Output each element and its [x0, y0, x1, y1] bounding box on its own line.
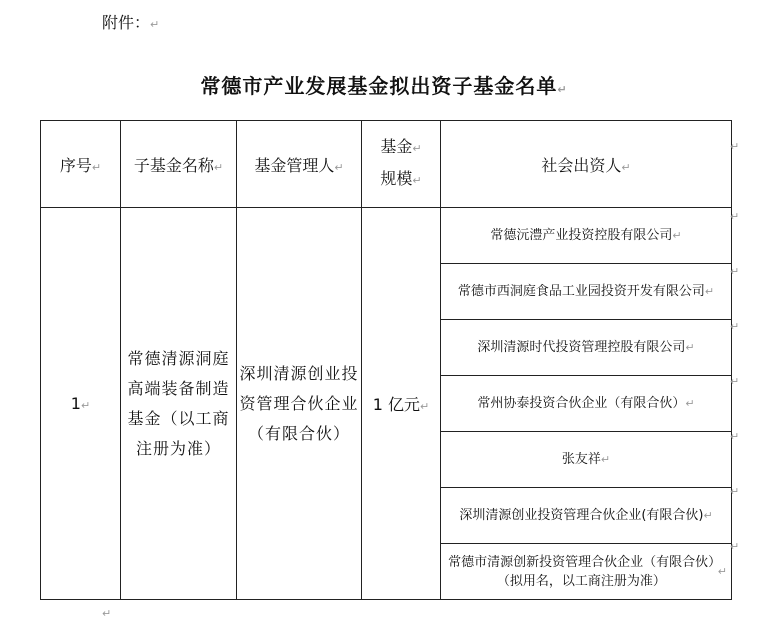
row-end-mark: ↵ — [730, 140, 740, 153]
paragraph-mark: ↵ — [717, 565, 727, 578]
column-header-scale: 基金↵ 规模↵ — [362, 121, 441, 208]
paragraph-mark: ↵ — [150, 18, 160, 31]
paragraph-mark: ↵ — [557, 83, 568, 96]
paragraph-mark: ↵ — [704, 285, 715, 298]
paragraph-mark: ↵ — [685, 341, 695, 354]
paragraph-mark: ↵ — [621, 160, 631, 174]
cell-scale: 1 亿元↵ — [362, 208, 441, 600]
list-item: 常州协泰投资合伙企业（有限合伙） ↵ — [441, 376, 731, 432]
paragraph-mark: ↵ — [685, 397, 695, 410]
row-end-mark: ↵ — [730, 210, 740, 223]
paragraph-mark: ↵ — [213, 160, 224, 174]
paragraph-mark: ↵ — [80, 399, 91, 412]
column-header-investors: 社会出资人↵ — [441, 121, 732, 208]
title-text: 常德市产业发展基金拟出资子基金名单 — [200, 74, 558, 98]
paragraph-mark: ↵ — [412, 174, 422, 187]
paragraph-mark: ↵ — [703, 509, 713, 522]
paragraph-mark: ↵ — [412, 142, 422, 155]
cell-investors — [441, 208, 732, 600]
paragraph-mark: ↵ — [91, 160, 102, 174]
paragraph-mark: ↵ — [600, 453, 611, 466]
row-end-mark: ↵ — [730, 375, 740, 388]
list-item: 常德市西洞庭食品工业园投资开发有限公司 ↵ — [441, 264, 731, 320]
row-end-mark: ↵ — [730, 320, 740, 333]
list-item: 常德沅澧产业投资控股有限公司 ↵ — [441, 208, 731, 264]
investor-list — [441, 208, 731, 599]
cell-seq: 1↵ — [41, 208, 121, 600]
paragraph-mark: ↵ — [102, 607, 112, 620]
column-header-manager: 基金管理人↵ — [237, 121, 362, 208]
row-end-mark: ↵ — [730, 540, 740, 553]
page-title — [0, 70, 768, 99]
cell-manager: 深圳清源创业投资管理合伙企业（有限合伙） — [237, 208, 362, 600]
list-item: 张友祥 ↵ — [441, 432, 731, 488]
paragraph-mark: ↵ — [672, 229, 682, 242]
attachment-label — [102, 10, 159, 33]
paragraph-mark: ↵ — [334, 160, 344, 174]
row-end-mark: ↵ — [730, 485, 740, 498]
fund-table — [40, 120, 732, 600]
row-end-mark: ↵ — [730, 265, 740, 278]
list-item: 深圳清源创业投资管理合伙企业(有限合伙) ↵ — [441, 488, 731, 544]
list-item: 常德市清源创新投资管理合伙企业（有限合伙）（拟用名，以工商注册为准） ↵ — [448, 554, 727, 589]
cell-fund-name: 常德清源洞庭高端装备制造基金（以工商注册为准） — [121, 208, 237, 600]
attachment-text: 附件： — [102, 13, 151, 32]
column-header-seq: 序号↵ — [41, 121, 121, 208]
column-header-fund-name: 子基金名称↵ — [121, 121, 237, 208]
paragraph-mark: ↵ — [420, 400, 430, 413]
list-item: 深圳清源时代投资管理控股有限公司 ↵ — [441, 320, 731, 376]
table-header-row — [41, 121, 732, 208]
table-row — [41, 208, 732, 600]
row-end-mark: ↵ — [730, 430, 740, 443]
